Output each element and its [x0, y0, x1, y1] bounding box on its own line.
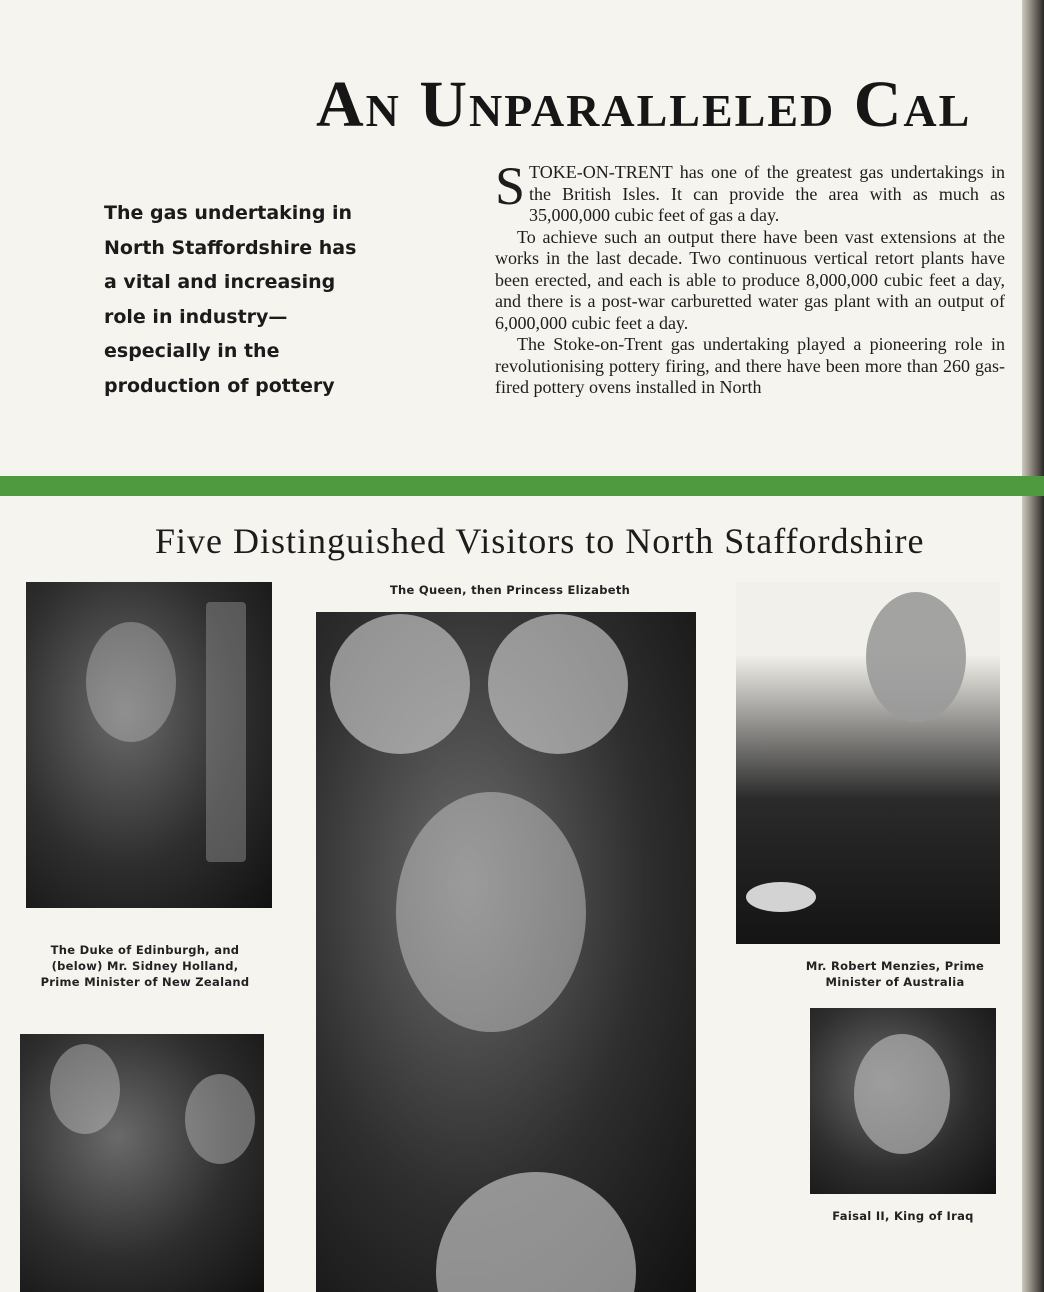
drop-cap: S: [495, 156, 526, 216]
page-edge: [1022, 0, 1044, 1292]
article-body: [495, 156, 1005, 399]
intro-standfirst: The gas undertaking in North Staffordshire has a vital and increasing role in industry—especially in the production of pottery: [104, 202, 357, 397]
caption-duke-and-holland: The Duke of Edinburgh, and (below) Mr. Sidney Holland, Prime Minister of New Zealand: [40, 943, 250, 989]
caption-queen: The Queen, then Princess Elizabeth: [389, 583, 631, 597]
article-paragraph: STOKE-ON-TRENT has one of the greatest gas undertakings in the British Isles. It can provide the area with as much as 35,000,000 cubic feet of gas a day.: [495, 156, 1005, 225]
page-headline: An Unparalleled Cal: [316, 68, 972, 141]
article-paragraph: The Stoke-on-Trent gas undertaking played a pioneering role in revolutionising pottery firing, and there have been more than 260 gas-fired pottery ovens installed in North: [495, 334, 1005, 397]
article-paragraph: To achieve such an output there have been vast extensions at the works in the last decade. Two continuous vertical retort plants have been erected, and each is able to produce 8,000,000 cubic feet a day, and there is a post-war carburetted water gas plant with an output of 6,000,000 cubic feet a day.: [495, 226, 1005, 333]
photo-princess-elizabeth: [316, 612, 696, 1292]
caption-menzies: Mr. Robert Menzies, Prime Minister of Australia: [805, 959, 985, 989]
photo-robert-menzies: [736, 582, 1000, 944]
photo-sidney-holland: [20, 1034, 264, 1292]
green-divider-band: [0, 476, 1044, 496]
photo-duke-of-edinburgh: [26, 582, 272, 908]
caption-faisal: Faisal II, King of Iraq: [832, 1209, 974, 1223]
photo-faisal-ii: [810, 1008, 996, 1194]
section-title: Five Distinguished Visitors to North Staffordshire: [155, 521, 925, 561]
